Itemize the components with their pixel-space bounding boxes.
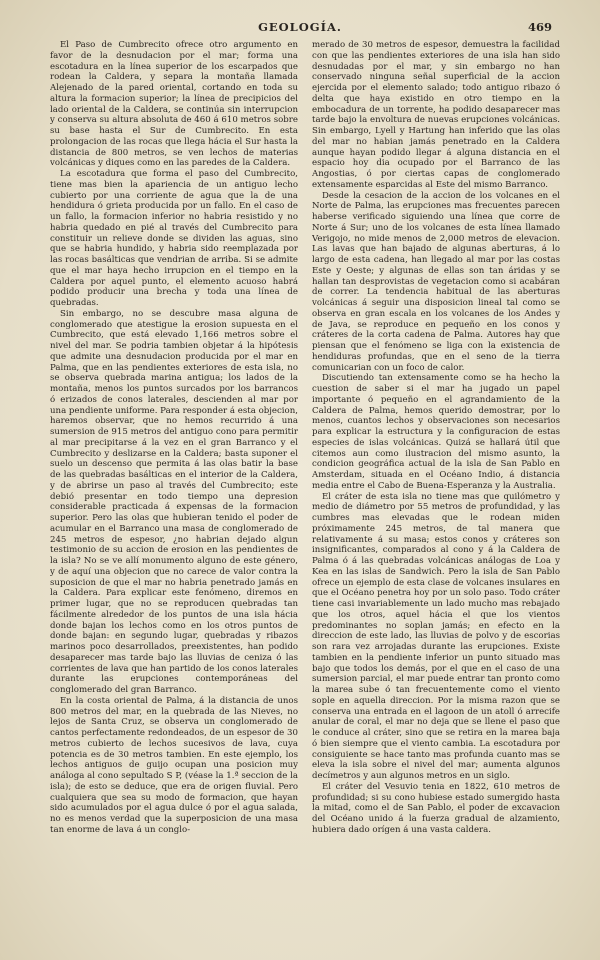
paragraph: La escotadura que forma el paso del Cumbrecito, tiene mas bien la apariencia de un antiguo lecho cubierto por una corriente de agua que la de una hendidura ó grieta producida por un fallo. En el caso de un fallo, la formacion inferior no habria resistido y no habria quedado en pié al través del Cumbrecito para constituir un relieve donde se dividen las aguas, sino que se habria hundido, y habria sido reemplazada por las rocas basálticas que vendrian de arriba. Si se admite que el mar haya hecho irrupcion en el tiempo en la Caldera por aquel punto, el elemento acuoso habrá podido producir una brecha y toda una línea de quebradas. <box>50 169 298 308</box>
paragraph: El cráter de esta isla no tiene mas que quilómetro y medio de diámetro por 55 metros de profundidad, y las cumbres mas elevadas que le rodean miden próximamente 245 metros, de tal manera que relativamente á su masa; estos conos y cráteres son insignificantes, comparados al cono y á la Caldera de Palma ó á las quebradas volcánicas análogas de Loa y Kea en las islas de Sandwich. Pero la isla de San Pablo ofrece un ejemplo de esta clase de volcanes insulares en que el Océano penetra hoy por un solo paso. Todo cráter tiene casi invariablemente un lado mucho mas rebajado que los otros, aquel hácia el que los vientos predominantes no soplan jamás; en efecto en la direccion de este lado, las lluvias de polvo y de escorias son rara vez arrojadas durante las erupciones. Existe tambien en la pendiente inferior un punto situado mas bajo que todos los demás, por el que en el caso de una sumersion parcial, el mar puede entrar tan pronto como la marea sube ó tan frecuentemente como el viento sople en aquella direccion. Por la misma razon que se conserva una entrada en el lagoon de un atoll ó arrecife anular de coral, el mar no deja que se llene el paso que le conduce al cráter, sino que se retira en la marea baja ó bien siempre que el viento cambia. La escotadura por consiguiente se hace tanto mas profunda cuanto mas se eleva la isla sobre el nivel del mar; aumenta algunos decímetros y aun algunos metros en un siglo. <box>312 491 560 781</box>
page-header <box>48 20 552 40</box>
left-column <box>50 40 298 940</box>
paragraph-continued: merado de 30 metros de espesor, demuestra la facilidad con que las pendientes exteriores de una isla han sido desnudadas por el mar, y sin embargo no han conservado ninguna señal superficial de la accion ejercida por el elemento salado; todo antiguo ribazo ó delta que haya existido en otro tiempo en la embocadura de un torrente, ha podido desaparecer mas tarde bajo la envoltura de nuevas erupciones volcánicas. Sin embargo, Lyell y Hartung han inferido que las olas del mar no habian jamás penetrado en la Caldera aunque hayan podido llegar á alguna distancia en el espacio hoy dia ocupado por el Barranco de las Angostias, ó por ciertas capas de conglomerado extensamente esparcidas al Este del mismo Barranco. <box>312 40 560 190</box>
paragraph: Desde la cesacion de la accion de los volcanes en el Norte de Palma, las erupciones mas frecuentes parecen haberse verificado siguiendo una línea que corre de Norte á Sur; uno de los volcanes de esta línea llamado Verigojo, no mide menos de 2,000 metros de elevacion. Las lavas que han bajado de algunas aberturas, á lo largo de esta cadena, han llegado al mar por las costas Este y Oeste; y algunas de ellas son tan áridas y se hallan tan desprovistas de vegetacion como si acabáran de correr. La tendencia habitual de las aberturas volcánicas á seguir una disposicion lineal tal como se observa en gran escala en los volcanes de los Andes y de Java, se reproduce en pequeño en los conos y cráteres de la corta cadena de Palma. Autores hay que piensan que el fenómeno se liga con la existencia de hendiduras profundas, que en el seno de la tierra comunicarian con un foco de calor. <box>312 190 560 373</box>
text-columns <box>50 40 560 940</box>
running-title: GEOLOGÍA. <box>258 20 342 34</box>
page-number: 469 <box>527 20 552 34</box>
paragraph: Sin embargo, no se descubre masa alguna de conglomerado que atestigue la erosion supuesta en el Cumbrecito, que está elevado 1,166 metros sobre el nivel del mar. Se podria tambien objetar á la hipótesis que admite una desnudacion producida por el mar en Palma, que en las pendientes exteriores de esta isla, no se observa quebrada marina antigua; los lados de la montaña, menos los puntos surcados por los barrancos ó erizados de conos laterales, descienden al mar por una pendiente uniforme. Para responder á esta objecion, haremos observar, que no hemos recurrido á una sumersion de 915 metros del antiguo cono para permitir al mar precipitarse á la vez en el gran Barranco y el Cumbrecito y deslizarse en la Caldera; basta suponer el suelo un descenso que permita á las olas batir la base de las quebradas basálticas en el interior de la Caldera, y de abrirse un paso al través del Cumbrecito; este debió presentar en todo tiempo una depresion considerable practicada á expensas de la formacion superior. Pero las olas que hubieran tenido el poder de acumular en el Barranco una masa de conglomerado de 245 metros de espesor, ¿no habrian dejado algun testimonio de su accion de erosion en las pendientes de la isla? No se ve allí monumento alguno de este género, y de aquí una objecion que no carece de valor contra la suposicion de que el mar no habria penetrado jamás en la Caldera. Para explicar este fenómeno, diremos en primer lugar, que no se reproducen quebradas tan fácilmente alrededor de los puntos de una isla hácia donde bajan los lechos como en los otros puntos de donde bajan: en segundo lugar, quebradas y ribazos marinos poco desarrollados, preexistentes, han podido desaparecer mas tarde bajo las lluvias de ceniza ó las corrientes de lava que han partido de los conos laterales durante las erupciones contemporáneas del conglomerado del gran Barranco. <box>50 308 298 695</box>
paragraph: Discutiendo tan extensamente como se ha hecho la cuestion de saber si el mar ha jugado un papel importante ó pequeño en el agrandamiento de la Caldera de Palma, hemos querido demostrar, por lo menos, cuantos lechos y observaciones son necesarios para explicar la estructura y la configuracion de estas especies de islas volcánicas. Quizá se hallará útil que citemos aun como ilustracion del mismo asunto, la condicion geográfica actual de la isla de San Pablo en Amsterdam, situada en el Océano Indio, á distancia media entre el Cabo de Buena-Esperanza y la Australia. <box>312 373 560 491</box>
paragraph: En la costa oriental de Palma, á la distancia de unos 800 metros del mar, en la quebrada de las Nieves, no lejos de Santa Cruz, se observa un conglomerado de cantos perfectamente redondeados, de un espesor de 30 metros cubierto de lechos sucesivos de lava, cuya potencia es de 30 metros tambien. En este ejemplo, los lechos antiguos de guijo ocupan una posicion muy análoga al cono sepultado S P, (véase la 1.ª seccion de la isla); de esto se deduce, que era de origen fluvial. Pero cualquiera que sea su modo de formacion, que hayan sido acumulados por el agua dulce ó por el agua salada, no es menos verdad que la superposicion de una masa tan enorme de lava á un conglo- <box>50 695 298 835</box>
paragraph: El cráter del Vesuvio tenia en 1822, 610 metros de profundidad; si su cono hubiese estado sumergido hasta la mitad, como el de San Pablo, el poder de excavacion del Océano unido á la fuerza gradual de alzamiento, hubiera dado orígen á una vasta caldera. <box>312 781 560 835</box>
right-column <box>312 40 560 940</box>
paragraph: El Paso de Cumbrecito ofrece otro argumento en favor de la desnudacion por el mar; forma una escotadura en la línea superior de los escarpados que rodean la Caldera, y separa la montaña llamada Alejenado de la pared oriental, cortando en toda su altura la formacion superior; la línea de precipicios del lado oriental de la Caldera, se continúa sin interrupcion y conserva su altura absoluta de 460 á 610 metros sobre su base hasta el Sur de Cumbrecito. En esta prolongacion de las rocas que llega hácia el Sur hasta la distancia de 800 metros, se ven lechos de materias volcánicas y diques como en las paredes de la Caldera. <box>50 40 298 169</box>
